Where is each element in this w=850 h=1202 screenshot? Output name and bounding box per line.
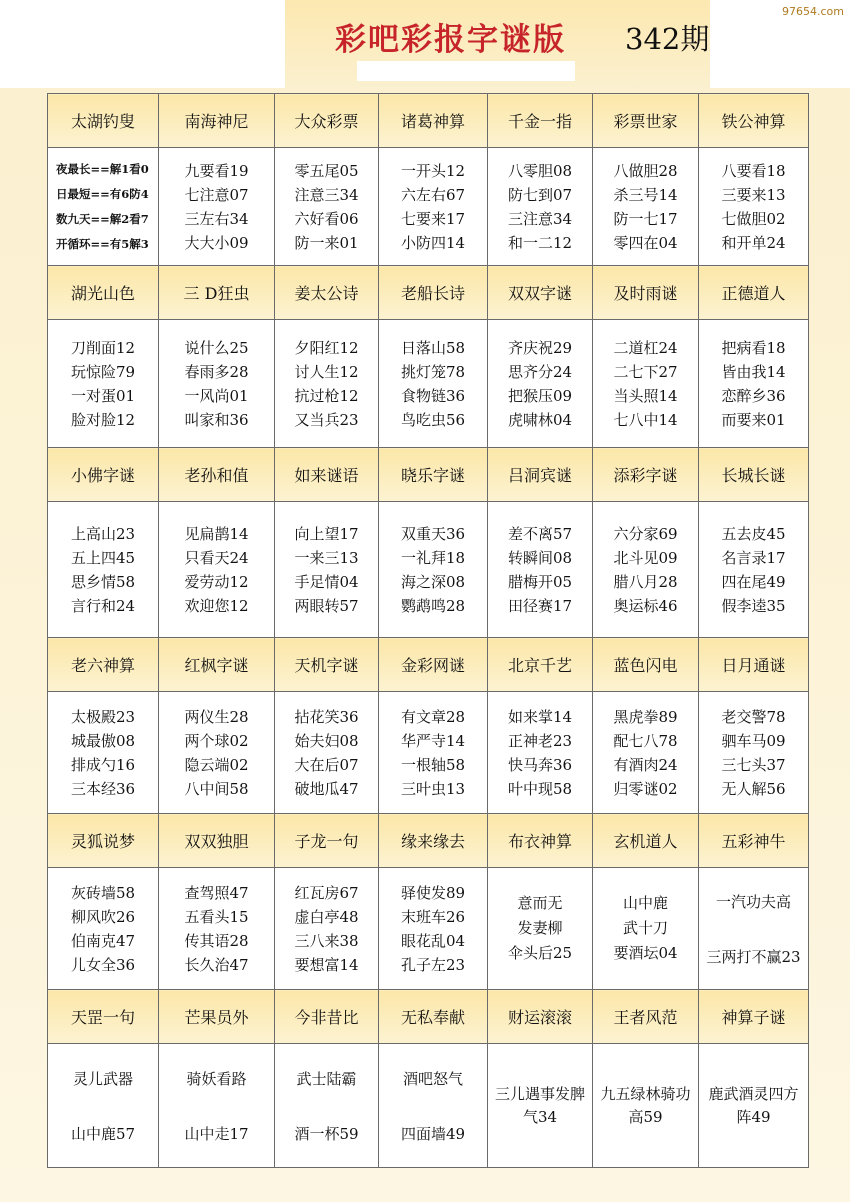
riddle-line: 酒吧怒气 bbox=[402, 1069, 463, 1088]
riddle-cell bbox=[275, 148, 379, 266]
riddle-line: 一根轴58 bbox=[400, 755, 466, 774]
riddle-line: 七八中14 bbox=[613, 410, 678, 429]
riddle-line: 一来三13 bbox=[294, 548, 359, 567]
riddle-line: 注意三34 bbox=[294, 185, 359, 204]
riddle-row bbox=[48, 502, 809, 638]
author-header: 布衣神算 bbox=[488, 814, 593, 868]
author-header: 双双字谜 bbox=[488, 266, 593, 320]
riddle-cell bbox=[488, 692, 593, 814]
riddle-line: 两眼转57 bbox=[294, 596, 359, 615]
riddle-line: 三叶虫13 bbox=[400, 779, 466, 798]
riddle-cell bbox=[48, 692, 159, 814]
riddle-line: 小防四14 bbox=[400, 233, 466, 252]
riddle-line: 末班车26 bbox=[400, 907, 466, 926]
riddle-cell bbox=[48, 1044, 159, 1168]
riddle-line: 灰砖墙58 bbox=[70, 883, 136, 902]
riddle-cell bbox=[699, 502, 809, 638]
riddle-line: 齐庆祝29 bbox=[507, 338, 573, 357]
riddle-line: 六好看06 bbox=[294, 209, 359, 228]
riddle-line: 破地瓜47 bbox=[294, 779, 359, 798]
riddle-line: 见扁鹊14 bbox=[184, 524, 249, 543]
riddle-line: 排成勺16 bbox=[70, 755, 136, 774]
riddle-line: 一开头12 bbox=[400, 161, 466, 180]
riddle-line: 转瞬间08 bbox=[507, 548, 573, 567]
riddle-cell bbox=[488, 1044, 593, 1168]
riddle-line: 始夫妇08 bbox=[294, 731, 359, 750]
riddle-line: 数九天==解2看7 bbox=[56, 211, 149, 226]
riddle-line: 传其语28 bbox=[184, 931, 249, 950]
riddle-line: 皆由我14 bbox=[721, 362, 786, 381]
riddle-line: 鹦鹉鸣28 bbox=[400, 596, 466, 615]
riddle-cell bbox=[593, 502, 699, 638]
riddle-cell bbox=[275, 692, 379, 814]
riddle-line: 三本经36 bbox=[70, 779, 136, 798]
riddle-line: 只看天24 bbox=[184, 548, 249, 567]
riddle-line: 日落山58 bbox=[400, 338, 466, 357]
riddle-line: 武士陆霸 bbox=[296, 1069, 357, 1088]
riddle-line: 鹿武酒灵四方阵49 bbox=[708, 1084, 799, 1126]
author-header: 南海神尼 bbox=[159, 94, 275, 148]
riddle-cell bbox=[379, 692, 488, 814]
riddle-row bbox=[48, 868, 809, 990]
riddle-line: 虎啸林04 bbox=[507, 410, 573, 429]
riddle-line: 和一二12 bbox=[507, 233, 573, 252]
riddle-cell bbox=[275, 868, 379, 990]
riddle-line: 差不离57 bbox=[507, 524, 573, 543]
riddle-line: 当头照14 bbox=[613, 386, 678, 405]
header-row bbox=[48, 814, 809, 868]
riddle-line: 夕阳红12 bbox=[294, 338, 359, 357]
riddle-line: 太极殿23 bbox=[70, 707, 136, 726]
riddle-line: 红瓦房67 bbox=[294, 883, 359, 902]
riddle-line: 一对蛋01 bbox=[70, 386, 136, 405]
riddle-line: 儿女全36 bbox=[70, 955, 136, 974]
author-header: 天罡一句 bbox=[48, 990, 159, 1044]
riddle-cell bbox=[159, 502, 275, 638]
author-header: 红枫字谜 bbox=[159, 638, 275, 692]
riddle-line: 四在尾49 bbox=[721, 572, 786, 591]
riddle-cell bbox=[488, 868, 593, 990]
riddle-line: 北斗见09 bbox=[613, 548, 678, 567]
riddle-line: 思乡情58 bbox=[70, 572, 136, 591]
riddle-line: 防一来01 bbox=[294, 233, 359, 252]
author-header: 姜太公诗 bbox=[275, 266, 379, 320]
riddle-cell bbox=[159, 148, 275, 266]
riddle-line: 发妻柳 bbox=[517, 919, 563, 937]
riddle-line: 两个球02 bbox=[184, 731, 249, 750]
author-header: 及时雨谜 bbox=[593, 266, 699, 320]
riddle-line: 大在后07 bbox=[294, 755, 359, 774]
riddle-table bbox=[47, 93, 809, 1168]
author-header: 长城长谜 bbox=[699, 448, 809, 502]
author-header: 小佛字谜 bbox=[48, 448, 159, 502]
riddle-line: 七做胆02 bbox=[721, 209, 786, 228]
riddle-line: 虚白亭48 bbox=[294, 907, 359, 926]
riddle-line: 夜最长==解1看0 bbox=[56, 161, 149, 176]
author-header: 大众彩票 bbox=[275, 94, 379, 148]
riddle-cell bbox=[275, 1044, 379, 1168]
riddle-line: 杀三号14 bbox=[613, 185, 678, 204]
riddle-line: 山中走17 bbox=[184, 1124, 249, 1143]
author-header: 玄机道人 bbox=[593, 814, 699, 868]
riddle-line: 三要来13 bbox=[721, 185, 786, 204]
author-header: 千金一指 bbox=[488, 94, 593, 148]
riddle-line: 欢迎您12 bbox=[184, 596, 249, 615]
banner-blank-bar bbox=[357, 61, 575, 81]
riddle-cell bbox=[488, 320, 593, 448]
riddle-row bbox=[48, 320, 809, 448]
author-header: 诸葛神算 bbox=[379, 94, 488, 148]
riddle-line: 归零谜02 bbox=[613, 779, 678, 798]
riddle-line: 六分家69 bbox=[613, 524, 678, 543]
riddle-cell bbox=[379, 502, 488, 638]
riddle-cell bbox=[699, 320, 809, 448]
author-header: 无私奉献 bbox=[379, 990, 488, 1044]
riddle-line: 三两打不赢23 bbox=[706, 947, 801, 966]
author-header: 日月通谜 bbox=[699, 638, 809, 692]
author-header: 太湖钓叟 bbox=[48, 94, 159, 148]
author-header: 金彩网谜 bbox=[379, 638, 488, 692]
riddle-line: 七注意07 bbox=[184, 185, 249, 204]
author-header: 蓝色闪电 bbox=[593, 638, 699, 692]
riddle-row bbox=[48, 692, 809, 814]
riddle-cell bbox=[593, 1044, 699, 1168]
riddle-row bbox=[48, 1044, 809, 1168]
riddle-line: 驿使发89 bbox=[400, 883, 466, 902]
riddle-line: 腊梅开05 bbox=[507, 572, 573, 591]
riddle-line: 山中鹿 bbox=[622, 894, 668, 912]
riddle-cell bbox=[379, 868, 488, 990]
riddle-line: 双重天36 bbox=[400, 524, 466, 543]
riddle-line: 和开单24 bbox=[721, 233, 786, 252]
riddle-line: 八零胆08 bbox=[507, 161, 573, 180]
riddle-line: 又当兵23 bbox=[294, 410, 359, 429]
riddle-cell bbox=[379, 320, 488, 448]
riddle-line: 配七八78 bbox=[613, 731, 678, 750]
author-header: 彩票世家 bbox=[593, 94, 699, 148]
riddle-line: 眼花乱04 bbox=[400, 931, 466, 950]
riddle-row bbox=[48, 148, 809, 266]
riddle-line: 三儿遇事发脾气34 bbox=[494, 1084, 585, 1126]
riddle-line: 正神老23 bbox=[507, 731, 573, 750]
riddle-cell bbox=[379, 148, 488, 266]
riddle-line: 九五绿林骑功高59 bbox=[600, 1084, 691, 1126]
riddle-line: 九要看19 bbox=[184, 161, 249, 180]
author-header: 灵狐说梦 bbox=[48, 814, 159, 868]
author-header: 子龙一句 bbox=[275, 814, 379, 868]
riddle-line: 八做胆28 bbox=[613, 161, 678, 180]
riddle-line: 骑妖看路 bbox=[186, 1069, 247, 1088]
riddle-line: 拈花笑36 bbox=[294, 707, 359, 726]
riddle-cell bbox=[593, 148, 699, 266]
riddle-line: 讨人生12 bbox=[294, 362, 359, 381]
riddle-line: 大大小09 bbox=[184, 233, 249, 252]
riddle-line: 有酒肉24 bbox=[613, 755, 678, 774]
author-header: 五彩神牛 bbox=[699, 814, 809, 868]
riddle-cell bbox=[159, 868, 275, 990]
riddle-line: 无人解56 bbox=[721, 779, 786, 798]
riddle-cell bbox=[48, 502, 159, 638]
riddle-cell bbox=[699, 148, 809, 266]
riddle-line: 查驾照47 bbox=[184, 883, 249, 902]
riddle-line: 玩惊险79 bbox=[70, 362, 136, 381]
riddle-line: 伞头后25 bbox=[507, 944, 573, 962]
riddle-line: 隐云端02 bbox=[184, 755, 249, 774]
author-header: 神算子谜 bbox=[699, 990, 809, 1044]
riddle-line: 爱劳动12 bbox=[184, 572, 249, 591]
riddle-line: 城最傲08 bbox=[70, 731, 136, 750]
riddle-cell bbox=[48, 320, 159, 448]
riddle-line: 手足情04 bbox=[294, 572, 359, 591]
riddle-line: 黑虎拳89 bbox=[613, 707, 678, 726]
riddle-cell bbox=[488, 148, 593, 266]
riddle-line: 思齐分24 bbox=[507, 362, 573, 381]
riddle-line: 防一七17 bbox=[613, 209, 678, 228]
riddle-line: 抗过枪12 bbox=[294, 386, 359, 405]
riddle-line: 向上望17 bbox=[294, 524, 359, 543]
riddle-line: 有文章28 bbox=[400, 707, 466, 726]
author-header: 三 D狂虫 bbox=[159, 266, 275, 320]
author-header: 双双独胆 bbox=[159, 814, 275, 868]
riddle-line: 挑灯笼78 bbox=[400, 362, 466, 381]
riddle-line: 八中间58 bbox=[184, 779, 249, 798]
riddle-line: 零四在04 bbox=[613, 233, 678, 252]
riddle-line: 二道杠24 bbox=[613, 338, 678, 357]
riddle-line: 说什么25 bbox=[184, 338, 249, 357]
riddle-cell bbox=[699, 868, 809, 990]
riddle-cell bbox=[48, 148, 159, 266]
riddle-line: 酒一杯59 bbox=[294, 1124, 359, 1143]
riddle-line: 孔子左23 bbox=[400, 955, 466, 974]
riddle-line: 把病看18 bbox=[721, 338, 786, 357]
riddle-line: 一汽功夫高 bbox=[715, 892, 791, 911]
author-header: 王者风范 bbox=[593, 990, 699, 1044]
author-header: 财运滚滚 bbox=[488, 990, 593, 1044]
riddle-line: 叶中现58 bbox=[507, 779, 573, 798]
riddle-line: 三八来38 bbox=[294, 931, 359, 950]
riddle-line: 鸟吃虫56 bbox=[400, 410, 466, 429]
riddle-cell bbox=[593, 868, 699, 990]
riddle-cell bbox=[593, 692, 699, 814]
riddle-line: 快马奔36 bbox=[507, 755, 573, 774]
riddle-line: 防七到07 bbox=[507, 185, 573, 204]
riddle-cell bbox=[488, 502, 593, 638]
riddle-cell bbox=[159, 1044, 275, 1168]
author-header: 天机字谜 bbox=[275, 638, 379, 692]
riddle-line: 驷车马09 bbox=[721, 731, 786, 750]
riddle-cell bbox=[379, 1044, 488, 1168]
riddle-line: 上高山23 bbox=[70, 524, 136, 543]
riddle-line: 五看头15 bbox=[184, 907, 249, 926]
author-header: 北京千艺 bbox=[488, 638, 593, 692]
header-row bbox=[48, 94, 809, 148]
header-row bbox=[48, 990, 809, 1044]
riddle-line: 叫家和36 bbox=[184, 410, 249, 429]
riddle-line: 奥运标46 bbox=[613, 596, 678, 615]
author-header: 晓乐字谜 bbox=[379, 448, 488, 502]
riddle-line: 一风尚01 bbox=[184, 386, 249, 405]
riddle-line: 田径赛17 bbox=[507, 596, 573, 615]
author-header: 湖光山色 bbox=[48, 266, 159, 320]
author-header: 今非昔比 bbox=[275, 990, 379, 1044]
author-header: 正德道人 bbox=[699, 266, 809, 320]
header-row bbox=[48, 448, 809, 502]
riddle-line: 开循环==有5解3 bbox=[56, 236, 149, 251]
riddle-line: 食物链36 bbox=[400, 386, 466, 405]
riddle-line: 两仪生28 bbox=[184, 707, 249, 726]
riddle-line: 而要来01 bbox=[721, 410, 786, 429]
riddle-line: 腊八月28 bbox=[613, 572, 678, 591]
issue-number: 342期 bbox=[625, 22, 710, 56]
riddle-line: 刀削面12 bbox=[70, 338, 136, 357]
riddle-cell bbox=[159, 320, 275, 448]
riddle-line: 恋醉乡36 bbox=[721, 386, 786, 405]
riddle-line: 言行和24 bbox=[70, 596, 136, 615]
site-watermark: 97654.com bbox=[778, 4, 848, 19]
riddle-cell bbox=[699, 692, 809, 814]
riddle-line: 山中鹿57 bbox=[70, 1124, 136, 1143]
riddle-line: 春雨多28 bbox=[184, 362, 249, 381]
author-header: 老孙和值 bbox=[159, 448, 275, 502]
author-header: 铁公神算 bbox=[699, 94, 809, 148]
riddle-line: 长久治47 bbox=[184, 955, 249, 974]
riddle-cell bbox=[48, 868, 159, 990]
header-row bbox=[48, 638, 809, 692]
riddle-line: 把猴压09 bbox=[507, 386, 573, 405]
riddle-line: 八要看18 bbox=[721, 161, 786, 180]
riddle-line: 四面墙49 bbox=[400, 1124, 466, 1143]
riddle-line: 三注意34 bbox=[507, 209, 573, 228]
author-header: 如来谜语 bbox=[275, 448, 379, 502]
page-title: 彩吧彩报字谜版 bbox=[335, 22, 566, 58]
author-header: 芒果员外 bbox=[159, 990, 275, 1044]
riddle-cell bbox=[275, 320, 379, 448]
riddle-line: 假李逵35 bbox=[721, 596, 786, 615]
riddle-line: 七要来17 bbox=[400, 209, 466, 228]
riddle-line: 日最短==有6防4 bbox=[56, 186, 149, 201]
riddle-line: 伯南克47 bbox=[70, 931, 136, 950]
riddle-line: 五上四45 bbox=[70, 548, 136, 567]
author-header: 添彩字谜 bbox=[593, 448, 699, 502]
riddle-line: 一礼拜18 bbox=[400, 548, 466, 567]
riddle-line: 老交警78 bbox=[721, 707, 786, 726]
riddle-line: 意而无 bbox=[517, 894, 563, 912]
riddle-line: 柳风吹26 bbox=[70, 907, 136, 926]
author-header: 老六神算 bbox=[48, 638, 159, 692]
header-row bbox=[48, 266, 809, 320]
riddle-line: 三左右34 bbox=[184, 209, 249, 228]
author-header: 缘来缘去 bbox=[379, 814, 488, 868]
riddle-line: 华严寺14 bbox=[400, 731, 466, 750]
riddle-line: 要想富14 bbox=[294, 955, 359, 974]
riddle-line: 名言录17 bbox=[721, 548, 786, 567]
author-header: 吕洞宾谜 bbox=[488, 448, 593, 502]
riddle-cell bbox=[159, 692, 275, 814]
riddle-line: 三七头37 bbox=[721, 755, 786, 774]
riddle-cell bbox=[593, 320, 699, 448]
riddle-line: 脸对脸12 bbox=[70, 410, 136, 429]
riddle-line: 二七下27 bbox=[613, 362, 678, 381]
riddle-line: 如来掌14 bbox=[507, 707, 573, 726]
riddle-line: 海之深08 bbox=[400, 572, 466, 591]
riddle-cell bbox=[275, 502, 379, 638]
riddle-line: 灵儿武器 bbox=[72, 1069, 133, 1088]
riddle-line: 要酒坛04 bbox=[613, 944, 678, 962]
author-header: 老船长诗 bbox=[379, 266, 488, 320]
riddle-line: 六左右67 bbox=[400, 185, 466, 204]
riddle-line: 五去皮45 bbox=[721, 524, 786, 543]
riddle-cell bbox=[699, 1044, 809, 1168]
riddle-line: 武十刀 bbox=[622, 919, 668, 937]
riddle-line: 零五尾05 bbox=[294, 161, 359, 180]
